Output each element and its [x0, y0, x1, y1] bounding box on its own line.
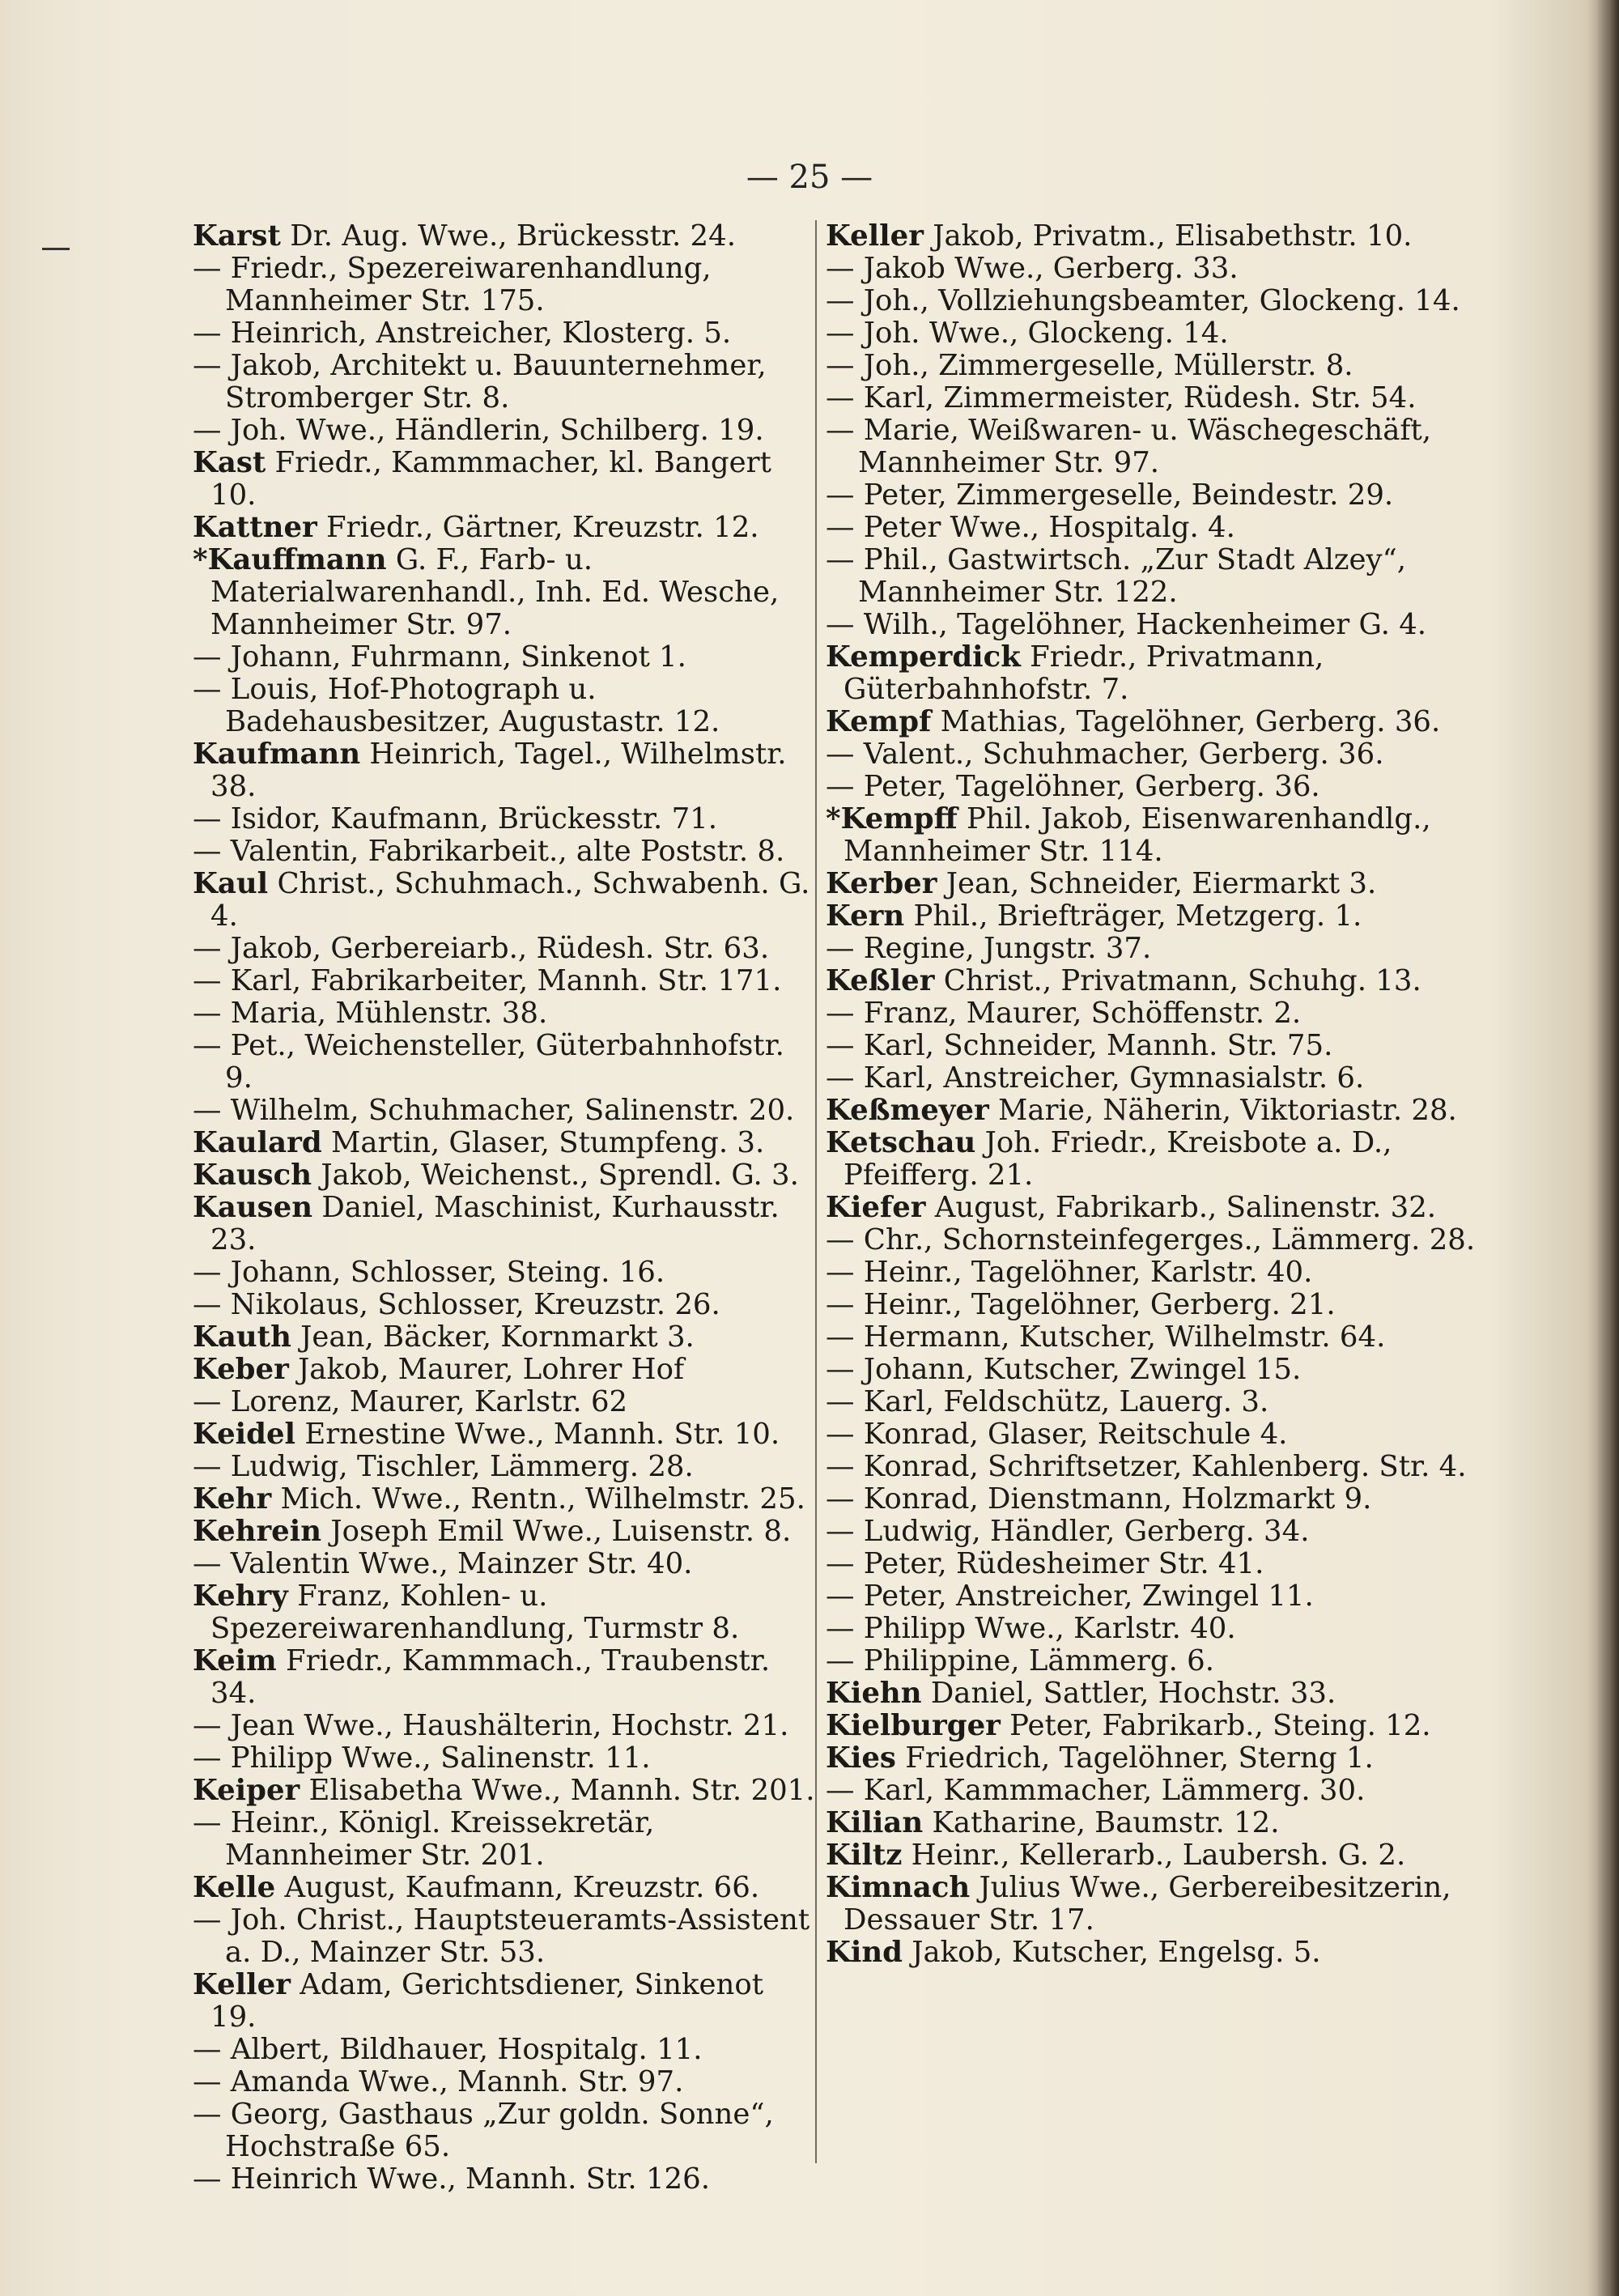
entry-details: Friedr., Kammmach., Traubenstr. 34.: [210, 1644, 771, 1710]
entry-surname: Keller: [826, 219, 924, 253]
entry-details: — Pet., Weichensteller, Güterbahnhofstr. 9.: [193, 1029, 784, 1095]
entry-details: — Jakob, Architekt u. Bauunternehmer, Stromberger Str. 8.: [193, 349, 767, 415]
directory-entry: [826, 803, 1498, 868]
page-number: — 25 —: [746, 159, 873, 196]
directory-entry: [193, 1483, 816, 1516]
entry-details: Heinr., Kellerarb., Laubersh. G. 2.: [902, 1839, 1406, 1872]
entry-details: — Heinr., Tagelöhner, Gerberg. 21.: [826, 1288, 1336, 1321]
directory-entry: [826, 1062, 1498, 1095]
entry-details: Daniel, Maschinist, Kurhausstr. 23.: [210, 1191, 780, 1256]
directory-entry: [193, 965, 816, 997]
entry-surname: Keber: [193, 1353, 289, 1386]
directory-entry: [826, 1418, 1498, 1451]
entry-details: — Franz, Maurer, Schöffenstr. 2.: [826, 997, 1302, 1030]
directory-entry: [193, 220, 816, 253]
entry-surname: Kern: [826, 899, 905, 933]
directory-entry: [826, 1354, 1498, 1386]
entry-surname: Kemperdick: [826, 640, 1021, 674]
entry-details: — Wilh., Tagelöhner, Hackenheimer G. 4.: [826, 608, 1427, 641]
directory-entry: [193, 1580, 816, 1645]
entry-details: — Heinrich, Anstreicher, Klosterg. 5.: [193, 317, 732, 350]
directory-entry: [193, 2163, 816, 2196]
directory-entry: [826, 1386, 1498, 1418]
entry-surname: Keidel: [193, 1418, 296, 1451]
entry-surname: Kehr: [193, 1482, 272, 1516]
entry-details: Jakob, Weichenst., Sprendl. G. 3.: [312, 1159, 799, 1192]
directory-entry: [826, 479, 1498, 512]
entry-details: Joh. Friedr., Kreisbote a. D., Pfeifferg. 21.: [843, 1126, 1392, 1192]
directory-entry: [826, 1095, 1498, 1127]
directory-entry: [193, 738, 816, 803]
entry-surname: Kehrein: [193, 1515, 322, 1548]
directory-entry: [826, 285, 1498, 317]
directory-entry: [826, 933, 1498, 965]
directory-entry: [826, 1516, 1498, 1548]
directory-entry: [826, 382, 1498, 415]
directory-entry: [826, 544, 1498, 609]
directory-entry: [826, 771, 1498, 803]
directory-entry: [826, 317, 1498, 350]
directory-entry: [193, 1289, 816, 1321]
entry-details: — Chr., Schornsteinfegerges., Lämmerg. 28.: [826, 1223, 1476, 1256]
directory-entry: [826, 997, 1498, 1030]
entry-details: Franz, Kohlen- u. Spezereiwarenhandlung, Turmstr 8.: [210, 1580, 740, 1645]
entry-surname: Kiehn: [826, 1677, 922, 1710]
entry-surname: Keim: [193, 1644, 277, 1677]
entry-surname: Kempf: [826, 705, 932, 738]
entry-details: Jean, Bäcker, Kornmarkt 3.: [291, 1320, 695, 1354]
entry-details: Ernestine Wwe., Mannh. Str. 10.: [295, 1418, 780, 1451]
directory-entry: [826, 868, 1498, 900]
directory-entry: [826, 1937, 1498, 1969]
entry-details: — Johann, Schlosser, Steing. 16.: [193, 1256, 665, 1289]
directory-entry: [193, 1807, 816, 1872]
directory-entry: [193, 1516, 816, 1548]
entry-details: — Peter, Tagelöhner, Gerberg. 36.: [826, 770, 1320, 803]
entry-details: Julius Wwe., Gerbereibesitzerin, Dessauer Str. 17.: [843, 1871, 1451, 1937]
entry-surname: Kelle: [193, 1871, 276, 1904]
entry-details: Mathias, Tagelöhner, Gerberg. 36.: [931, 705, 1441, 738]
entry-details: Martin, Glaser, Stumpfeng. 3.: [321, 1126, 765, 1159]
entry-surname: Keßmeyer: [826, 1094, 989, 1127]
entry-surname: Kehry: [193, 1580, 288, 1613]
entry-surname: Kies: [826, 1741, 896, 1775]
entry-details: — Georg, Gasthaus „Zur goldn. Sonne“, Hochstraße 65.: [193, 2098, 774, 2163]
directory-entry: [826, 415, 1498, 479]
entry-surname: Kiltz: [826, 1839, 903, 1872]
entry-details: Adam, Gerichtsdiener, Sinkenot 19.: [210, 1968, 764, 2034]
directory-entry: [193, 447, 816, 512]
entry-details: Mich. Wwe., Rentn., Wilhelmstr. 25.: [271, 1482, 805, 1516]
entry-details: G. F., Farb- u. Materialwarenhandl., Inh. Ed. Wesche, Mannheimer Str. 97.: [210, 543, 780, 641]
entry-details: — Karl, Kammmacher, Lämmerg. 30.: [826, 1774, 1366, 1807]
directory-entry: [826, 1613, 1498, 1645]
directory-entry: [193, 803, 816, 835]
directory-entry: [193, 835, 816, 868]
directory-entry: [826, 1289, 1498, 1321]
entry-details: — Peter, Rüdesheimer Str. 41.: [826, 1547, 1264, 1580]
directory-entry: [193, 512, 816, 544]
entry-details: Marie, Näherin, Viktoriastr. 28.: [988, 1094, 1457, 1127]
entry-details: Phil. Jakob, Eisenwarenhandlg., Mannheimer Str. 114.: [843, 802, 1431, 868]
directory-entry: [826, 1256, 1498, 1289]
entry-details: — Isidor, Kaufmann, Brückesstr. 71.: [193, 802, 718, 835]
directory-entry: [193, 1192, 816, 1256]
page-spine: [0, 0, 57, 2296]
directory-entry: [193, 1904, 816, 1969]
entry-details: — Karl, Fabrikarbeiter, Mannh. Str. 171.: [193, 964, 782, 997]
directory-entry: [826, 1483, 1498, 1516]
entry-details: Jakob, Privatm., Elisabethstr. 10.: [923, 219, 1413, 253]
directory-entry: [826, 1807, 1498, 1839]
directory-entry: [826, 512, 1498, 544]
entry-details: — Karl, Schneider, Mannh. Str. 75.: [826, 1029, 1333, 1062]
entry-details: — Jakob Wwe., Gerberg. 33.: [826, 252, 1239, 285]
directory-entry: [193, 1095, 816, 1127]
directory-entry: [193, 1969, 816, 2034]
directory-entry: [826, 1580, 1498, 1613]
entry-details: — Lorenz, Maurer, Karlstr. 62: [193, 1385, 628, 1418]
entry-surname: Keiper: [193, 1774, 300, 1807]
entry-details: — Joh., Zimmergeselle, Müllerstr. 8.: [826, 349, 1353, 382]
directory-entry: [826, 641, 1498, 706]
directory-entry: [193, 1451, 816, 1483]
directory-entry: [826, 1710, 1498, 1742]
directory-entry: [826, 1839, 1498, 1872]
entry-details: — Maria, Mühlenstr. 38.: [193, 997, 548, 1030]
entry-surname: Kast: [193, 446, 266, 479]
entry-details: — Konrad, Schriftsetzer, Kahlenberg. Str. 4.: [826, 1450, 1467, 1483]
directory-entry: [193, 1872, 816, 1904]
entry-details: — Jean Wwe., Haushälterin, Hochstr. 21.: [193, 1709, 789, 1742]
entry-details: — Hermann, Kutscher, Wilhelmstr. 64.: [826, 1320, 1386, 1354]
directory-entry: [193, 933, 816, 965]
entry-surname: Kattner: [193, 511, 317, 544]
directory-entry: [826, 220, 1498, 253]
entry-details: Jean, Schneider, Eiermarkt 3.: [937, 867, 1377, 900]
entry-details: — Peter Wwe., Hospitalg. 4.: [826, 511, 1235, 544]
directory-entry: [193, 1742, 816, 1775]
directory-entry: [193, 641, 816, 674]
entry-details: — Konrad, Glaser, Reitschule 4.: [826, 1418, 1288, 1451]
entry-surname: Kaulard: [193, 1126, 322, 1159]
directory-entry: [826, 1677, 1498, 1710]
entry-surname: Kimnach: [826, 1871, 971, 1904]
entry-surname: *Kempff: [826, 802, 958, 835]
entry-details: Friedr., Kammmacher, kl. Bangert 10.: [210, 446, 771, 512]
directory-entry: [193, 674, 816, 738]
entry-details: — Philippine, Lämmerg. 6.: [826, 1644, 1215, 1677]
entry-surname: Karst: [193, 219, 281, 253]
entry-details: — Wilhelm, Schuhmacher, Salinenstr. 20.: [193, 1094, 795, 1127]
entry-surname: Ketschau: [826, 1126, 976, 1159]
directory-entry: [193, 1710, 816, 1742]
directory-entry: [826, 738, 1498, 771]
entry-details: Daniel, Sattler, Hochstr. 33.: [921, 1677, 1336, 1710]
directory-entry: [826, 609, 1498, 641]
directory-entry: [826, 1451, 1498, 1483]
entry-surname: Kauth: [193, 1320, 291, 1354]
directory-entry: [826, 1742, 1498, 1775]
directory-entry: [826, 1548, 1498, 1580]
entry-details: Jakob, Maurer, Lohrer Hof: [288, 1353, 685, 1386]
directory-entry: [193, 1030, 816, 1095]
entry-surname: Kerber: [826, 867, 937, 900]
entry-details: — Valentin, Fabrikarbeit., alte Poststr. 8.: [193, 835, 785, 868]
directory-entry: [826, 706, 1498, 738]
entry-details: August, Fabrikarb., Salinenstr. 32.: [925, 1191, 1437, 1224]
entry-details: — Karl, Anstreicher, Gymnasialstr. 6.: [826, 1061, 1365, 1095]
entry-details: — Ludwig, Händler, Gerberg. 34.: [826, 1515, 1310, 1548]
entry-surname: Keller: [193, 1968, 291, 2001]
entry-details: — Philipp Wwe., Salinenstr. 11.: [193, 1741, 651, 1775]
directory-entry: [826, 1127, 1498, 1192]
directory-entry: [193, 1775, 816, 1807]
directory-entry: [193, 415, 816, 447]
directory-entry: [193, 2098, 816, 2163]
directory-entry: [193, 997, 816, 1030]
directory-entry: [193, 1256, 816, 1289]
entry-details: — Valentin Wwe., Mainzer Str. 40.: [193, 1547, 693, 1580]
directory-entry: [826, 350, 1498, 382]
directory-entry: [193, 253, 816, 317]
entry-details: Peter, Fabrikarb., Steing. 12.: [1000, 1709, 1431, 1742]
directory-entry: [826, 1321, 1498, 1354]
entry-details: Katharine, Baumstr. 12.: [923, 1806, 1280, 1839]
entry-details: — Karl, Zimmermeister, Rüdesh. Str. 54.: [826, 381, 1417, 415]
entry-details: — Peter, Zimmergeselle, Beindestr. 29.: [826, 478, 1394, 512]
entry-surname: *Kauffmann: [193, 543, 387, 576]
entry-details: Christ., Schuhmach., Schwabenh. G. 4.: [210, 867, 810, 933]
entry-details: — Heinrich Wwe., Mannh. Str. 126.: [193, 2162, 710, 2196]
left-column: [193, 220, 816, 2196]
entry-details: Elisabetha Wwe., Mannh. Str. 201.: [300, 1774, 815, 1807]
entry-details: Friedr., Privatmann, Güterbahnhofstr. 7.: [843, 640, 1324, 706]
directory-entry: [193, 1127, 816, 1159]
directory-entry: [826, 965, 1498, 997]
entry-surname: Kielburger: [826, 1709, 1001, 1742]
directory-entry: [193, 2034, 816, 2066]
margin-mark: [42, 248, 70, 250]
entry-details: — Johann, Kutscher, Zwingel 15.: [826, 1353, 1302, 1386]
directory-entry: [193, 2066, 816, 2098]
directory-entry: [193, 317, 816, 350]
directory-entry: [826, 1645, 1498, 1677]
entry-details: — Regine, Jungstr. 37.: [826, 932, 1152, 965]
directory-entry: [193, 1418, 816, 1451]
directory-entry: [826, 1872, 1498, 1937]
entry-details: Friedrich, Tagelöhner, Sterng 1.: [895, 1741, 1374, 1775]
directory-entry: [826, 1775, 1498, 1807]
entry-surname: Keßler: [826, 964, 935, 997]
entry-details: — Joh. Wwe., Glockeng. 14.: [826, 317, 1229, 350]
right-column: [826, 220, 1498, 1969]
entry-details: — Albert, Bildhauer, Hospitalg. 11.: [193, 2033, 703, 2066]
entry-details: — Heinr., Tagelöhner, Karlstr. 40.: [826, 1256, 1313, 1289]
entry-details: Friedr., Gärtner, Kreuzstr. 12.: [317, 511, 759, 544]
entry-details: — Johann, Fuhrmann, Sinkenot 1.: [193, 640, 686, 674]
entry-surname: Kaufmann: [193, 738, 361, 771]
entry-details: Dr. Aug. Wwe., Brückesstr. 24.: [280, 219, 736, 253]
directory-entry: [193, 1548, 816, 1580]
entry-details: Joseph Emil Wwe., Luisenstr. 8.: [321, 1515, 792, 1548]
entry-surname: Kausch: [193, 1159, 312, 1192]
directory-entry: [193, 1386, 816, 1418]
entry-details: — Marie, Weißwaren- u. Wäschegeschäft, Mannheimer Str. 97.: [826, 414, 1432, 479]
entry-details: Phil., Briefträger, Metzgerg. 1.: [904, 899, 1362, 933]
entry-details: — Ludwig, Tischler, Lämmerg. 28.: [193, 1450, 694, 1483]
directory-entry: [193, 350, 816, 415]
directory-entry: [193, 868, 816, 933]
page-edge-shadow: [1596, 0, 1619, 2296]
directory-entry: [193, 1321, 816, 1354]
entry-details: — Valent., Schuhmacher, Gerberg. 36.: [826, 738, 1384, 771]
directory-entry: [193, 1645, 816, 1710]
entry-details: Heinrich, Tagel., Wilhelmstr. 38.: [210, 738, 787, 803]
entry-details: — Joh., Vollziehungsbeamter, Glockeng. 14.: [826, 284, 1460, 317]
entry-details: — Joh. Christ., Hauptsteueramts-Assistent a. D., Mainzer Str. 53.: [193, 1903, 810, 1969]
entry-details: — Karl, Feldschütz, Lauerg. 3.: [826, 1385, 1269, 1418]
directory-entry: [826, 1224, 1498, 1256]
entry-details: — Peter, Anstreicher, Zwingel 11.: [826, 1580, 1314, 1613]
entry-details: Jakob, Kutscher, Engelsg. 5.: [902, 1936, 1321, 1969]
entry-surname: Kilian: [826, 1806, 924, 1839]
entry-details: — Heinr., Königl. Kreissekretär, Mannheimer Str. 201.: [193, 1806, 655, 1872]
directory-entry: [826, 1192, 1498, 1224]
entry-details: — Nikolaus, Schlosser, Kreuzstr. 26.: [193, 1288, 720, 1321]
directory-entry: [193, 1159, 816, 1192]
entry-details: — Phil., Gastwirtsch. „Zur Stadt Alzey“, Mannheimer Str. 122.: [826, 543, 1407, 609]
entry-details: — Joh. Wwe., Händlerin, Schilberg. 19.: [193, 414, 764, 447]
directory-entry: [193, 544, 816, 641]
entry-details: — Jakob, Gerbereiarb., Rüdesh. Str. 63.: [193, 932, 770, 965]
entry-details: — Philipp Wwe., Karlstr. 40.: [826, 1612, 1236, 1645]
directory-entry: [826, 253, 1498, 285]
entry-details: Christ., Privatmann, Schuhg. 13.: [934, 964, 1421, 997]
entry-details: August, Kaufmann, Kreuzstr. 66.: [275, 1871, 760, 1904]
directory-entry: [193, 1354, 816, 1386]
entry-details: — Konrad, Dienstmann, Holzmarkt 9.: [826, 1482, 1372, 1516]
entry-surname: Kiefer: [826, 1191, 926, 1224]
entry-details: — Amanda Wwe., Mannh. Str. 97.: [193, 2065, 684, 2098]
directory-entry: [826, 1030, 1498, 1062]
entry-details: — Friedr., Spezereiwarenhandlung, Mannheimer Str. 175.: [193, 252, 712, 317]
entry-surname: Kausen: [193, 1191, 313, 1224]
directory-entry: [826, 900, 1498, 933]
entry-surname: Kaul: [193, 867, 269, 900]
entry-details: — Louis, Hof-Photograph u. Badehausbesitzer, Augustastr. 12.: [193, 673, 720, 738]
entry-surname: Kind: [826, 1936, 903, 1969]
